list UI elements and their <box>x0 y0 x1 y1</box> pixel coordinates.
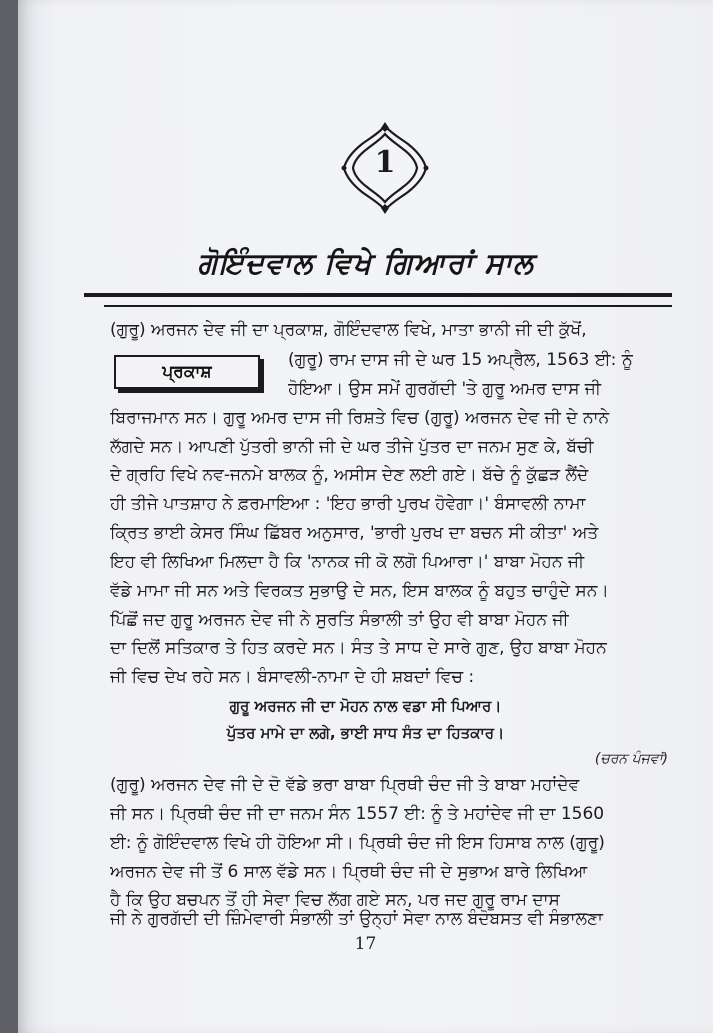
paragraph-line: ਵੱਡੇ ਮਾਮਾ ਜੀ ਸਨ ਅਤੇ ਵਿਰਕਤ ਸੁਭਾਉ ਦੇ ਸਨ, ਇਸ ਬਾਲਕ ਨੂੰ ਬਹੁਤ ਚਾਹੁੰਦੇ ਸਨ। <box>110 581 609 601</box>
paragraph-line: ਹੈ ਕਿ ਉਹ ਬਚਪਨ ਤੋਂ ਹੀ ਸੇਵਾ ਵਿਚ ਲੱਗ ਗਏ ਸਨ, ਪਰ ਜਦ ਗੁਰੂ ਰਾਮ ਦਾਸ <box>110 890 560 910</box>
paragraph-line: ਦੇ ਗ੍ਰਹਿ ਵਿਖੇ ਨਵ-ਜਨਮੇ ਬਾਲਕ ਨੂੰ, ਅਸੀਸ ਦੇਣ ਲਈ ਗਏ। ਬੱਚੇ ਨੂੰ ਕੁੱਛੜ ਲੈਂਦੇ <box>110 465 589 485</box>
paragraph-line: ਹੋਇਆ। ਉਸ ਸਮੇਂ ਗੁਰਗੱਦੀ 'ਤੇ ਗੁਰੂ ਅਮਰ ਦਾਸ ਜੀ <box>288 379 602 399</box>
verse-line: ਗੁਰੂ ਅਰਜਨ ਜੀ ਦਾ ਮੋਹਨ ਨਾਲ ਵਡਾ ਸੀ ਪਿਆਰ। <box>229 697 502 715</box>
paragraph-line: ਅਰਜਨ ਦੇਵ ਜੀ ਤੋਂ 6 ਸਾਲ ਵੱਡੇ ਸਨ। ਪ੍ਰਿਥੀ ਚੰਦ ਜੀ ਦੇ ਸੁਭਾਅ ਬਾਰੇ ਲਿਖਿਆ <box>110 862 588 882</box>
paragraph-line: ਈ: ਨੂੰ ਗੋਇੰਦਵਾਲ ਵਿਖੇ ਹੀ ਹੋਇਆ ਸੀ। ਪ੍ਰਿਥੀ ਚੰਦ ਜੀ ਇਸ ਹਿਸਾਬ ਨਾਲ (ਗੁਰੂ) <box>110 833 605 853</box>
paragraph-line: (ਗੁਰੂ) ਅਰਜਨ ਦੇਵ ਜੀ ਦਾ ਪ੍ਰਕਾਸ਼, ਗੋਇੰਦਵਾਲ ਵਿਖੇ, ਮਾਤਾ ਭਾਨੀ ਜੀ ਦੀ ਕੁੱਖੋਂ, <box>110 320 587 340</box>
verse-line: ਪੁੱਤਰ ਮਾਮੇ ਦਾ ਲਗੇ, ਭਾਈ ਸਾਧ ਸੰਤ ਦਾ ਹਿਤਕਾਰ। <box>226 724 505 742</box>
paragraph-line: ਪਿੱਛੋਂ ਜਦ ਗੁਰੂ ਅਰਜਨ ਦੇਵ ਜੀ ਨੇ ਸੁਰਤਿ ਸੰਭਾਲੀ ਤਾਂ ਉਹ ਵੀ ਬਾਬਾ ਮੋਹਨ ਜੀ <box>110 610 569 630</box>
chapter-title: ਗੋਇੰਦਵਾਲ ਵਿਖੇ ਗਿਆਰਾਂ ਸਾਲ <box>197 246 534 280</box>
paragraph-line: ਜੀ ਵਿਚ ਦੇਖ ਰਹੇ ਸਨ। ਬੰਸਾਵਲੀ-ਨਾਮਾ ਦੇ ਹੀ ਸ਼ਬਦਾਂ ਵਿਚ : <box>110 667 475 687</box>
verse-source: (ਚਰਨ ਪੰਜਵਾਂ) <box>594 751 668 767</box>
book-page <box>18 0 713 1033</box>
paragraph-line: ਬਿਰਾਜਮਾਨ ਸਨ। ਗੁਰੂ ਅਮਰ ਦਾਸ ਜੀ ਰਿਸ਼ਤੇ ਵਿਚ (ਗੁਰੂ) ਅਰਜਨ ਦੇਵ ਜੀ ਦੇ ਨਾਨੇ <box>110 408 610 428</box>
title-rule-thick <box>84 293 672 297</box>
paragraph-line: ਕ੍ਰਿਤ ਭਾਈ ਕੇਸਰ ਸਿੰਘ ਛਿੱਬਰ ਅਨੁਸਾਰ, 'ਭਾਰੀ ਪੁਰਖ ਦਾ ਬਚਨ ਸੀ ਕੀਤਾ' ਅਤੇ <box>110 523 599 543</box>
chapter-number: 1 <box>374 145 396 180</box>
paragraph-line: (ਗੁਰੂ) ਅਰਜਨ ਦੇਵ ਜੀ ਦੇ ਦੋ ਵੱਡੇ ਭਰਾ ਬਾਬਾ ਪ੍ਰਿਥੀ ਚੰਦ ਜੀ ਤੇ ਬਾਬਾ ਮਹਾਂਦੇਵ <box>110 775 580 795</box>
paragraph-line: ਇਹ ਵੀ ਲਿਖਿਆ ਮਿਲਦਾ ਹੈ ਕਿ 'ਨਾਨਕ ਜੀ ਕੋ ਲਗੋ ਪਿਆਰਾ।' ਬਾਬਾ ਮੋਹਨ ਜੀ <box>110 552 585 572</box>
paragraph-line: ਹੀ ਤੀਜੇ ਪਾਤਸ਼ਾਹ ਨੇ ਫ਼ਰਮਾਇਆ : 'ਇਹ ਭਾਰੀ ਪੁਰਖ ਹੋਵੇਗਾ।' ਬੰਸਾਵਲੀ ਨਾਮਾ <box>110 494 586 514</box>
paragraph-line: ਦਾ ਦਿਲੋਂ ਸਤਿਕਾਰ ਤੇ ਹਿਤ ਕਰਦੇ ਸਨ। ਸੰਤ ਤੇ ਸਾਧ ਦੇ ਸਾਰੇ ਗੁਣ, ਉਹ ਬਾਬਾ ਮੋਹਨ <box>110 638 607 658</box>
page-number: 17 <box>354 934 377 954</box>
paragraph-line: ਜੀ ਨੇ ਗੁਰਗੱਦੀ ਦੀ ਜ਼ਿੰਮੇਵਾਰੀ ਸੰਭਾਲੀ ਤਾਂ ਉਨ੍ਹਾਂ ਸੇਵਾ ਨਾਲ ਬੰਦੋਬਸਤ ਵੀ ਸੰਭਾਲਣਾ <box>110 909 603 929</box>
paragraph-line: ਲੱਗਦੇ ਸਨ। ਆਪਣੀ ਪੁੱਤਰੀ ਭਾਨੀ ਜੀ ਦੇ ਘਰ ਤੀਜੇ ਪੁੱਤਰ ਦਾ ਜਨਮ ਸੁਣ ਕੇ, ਬੱਚੀ <box>110 437 594 457</box>
title-rule-thin <box>104 305 672 307</box>
side-heading-box: ਪ੍ਰਕਾਸ਼ <box>114 355 260 389</box>
paragraph-line: (ਗੁਰੂ) ਰਾਮ ਦਾਸ ਜੀ ਦੇ ਘਰ 15 ਅਪ੍ਰੈਲ, 1563 ਈ: ਨੂੰ <box>288 350 633 370</box>
paragraph-line: ਜੀ ਸਨ। ਪ੍ਰਿਥੀ ਚੰਦ ਜੀ ਦਾ ਜਨਮ ਸੰਨ 1557 ਈ: ਨੂੰ ਤੇ ਮਹਾਂਦੇਵ ਜੀ ਦਾ 1560 <box>110 804 605 824</box>
